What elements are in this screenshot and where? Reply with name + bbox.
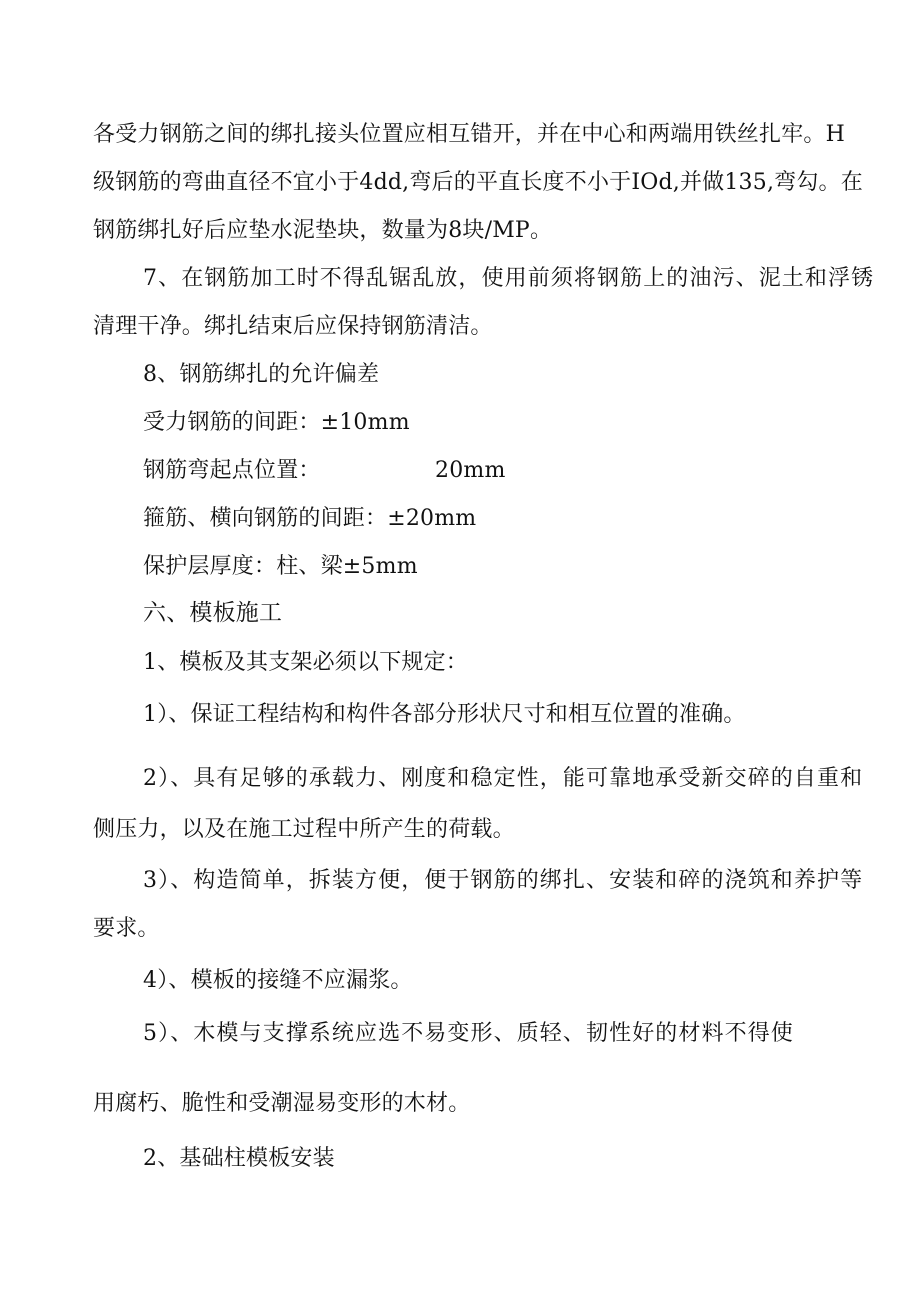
tolerance-spacing: 受力钢筋的间距：±10mm xyxy=(143,410,410,435)
tolerance-stirrup-spacing: 箍筋、横向钢筋的间距：±20mm xyxy=(143,506,477,531)
item-8-heading: 8、钢筋绑扎的允许偏差 xyxy=(143,362,380,387)
formwork-subitem-5-line-1: 5）、木模与支撑系统应选不易变形、质轻、韧性好的材料不得使 xyxy=(143,1021,794,1046)
paragraph-line-1: 各受力钢筋之间的绑扎接头位置应相互错开，并在中心和两端用铁丝扎牢。H xyxy=(93,122,845,147)
tolerance-bend-point-value: 20mm xyxy=(435,458,506,483)
item-7-line-1: 7、在钢筋加工时不得乱锯乱放，使用前须将钢筋上的油污、泥土和浮锈 xyxy=(143,266,875,291)
formwork-subitem-3-line-1: 3）、构造简单，拆装方便，便于钢筋的绑扎、安装和碎的浇筑和养护等 xyxy=(143,868,864,893)
formwork-subitem-4: 4）、模板的接缝不应漏浆。 xyxy=(143,968,413,993)
section-heading-formwork: 六、模板施工 xyxy=(143,600,283,626)
paragraph-line-2: 级钢筋的弯曲直径不宜小于4dd,弯后的平直长度不小于IOd,并做135,弯勾。在 xyxy=(93,170,863,195)
tolerance-cover-thickness: 保护层厚度：柱、梁±5mm xyxy=(143,554,418,579)
formwork-subitem-5-line-2: 用腐朽、脆性和受潮湿易变形的木材。 xyxy=(93,1091,471,1116)
formwork-subitem-3-line-2: 要求。 xyxy=(93,916,160,941)
formwork-subitem-2-line-2: 侧压力，以及在施工过程中所产生的荷载。 xyxy=(93,817,515,842)
paragraph-line-3: 钢筋绑扎好后应垫水泥垫块，数量为8块/MP。 xyxy=(93,218,553,243)
formwork-subitem-2-line-1: 2）、具有足够的承载力、刚度和稳定性，能可靠地承受新交碎的自重和 xyxy=(143,766,864,791)
formwork-item-1: 1、模板及其支架必须以下规定： xyxy=(143,650,468,675)
formwork-subitem-1: 1）、保证工程结构和构件各部分形状尺寸和相互位置的准确。 xyxy=(143,702,746,727)
tolerance-bend-point-label: 钢筋弯起点位置： xyxy=(143,458,321,483)
item-7-line-2: 清理干净。绑扎结束后应保持钢筋清洁。 xyxy=(93,314,493,339)
foundation-column-formwork-heading: 2、基础柱模板安装 xyxy=(143,1146,335,1171)
